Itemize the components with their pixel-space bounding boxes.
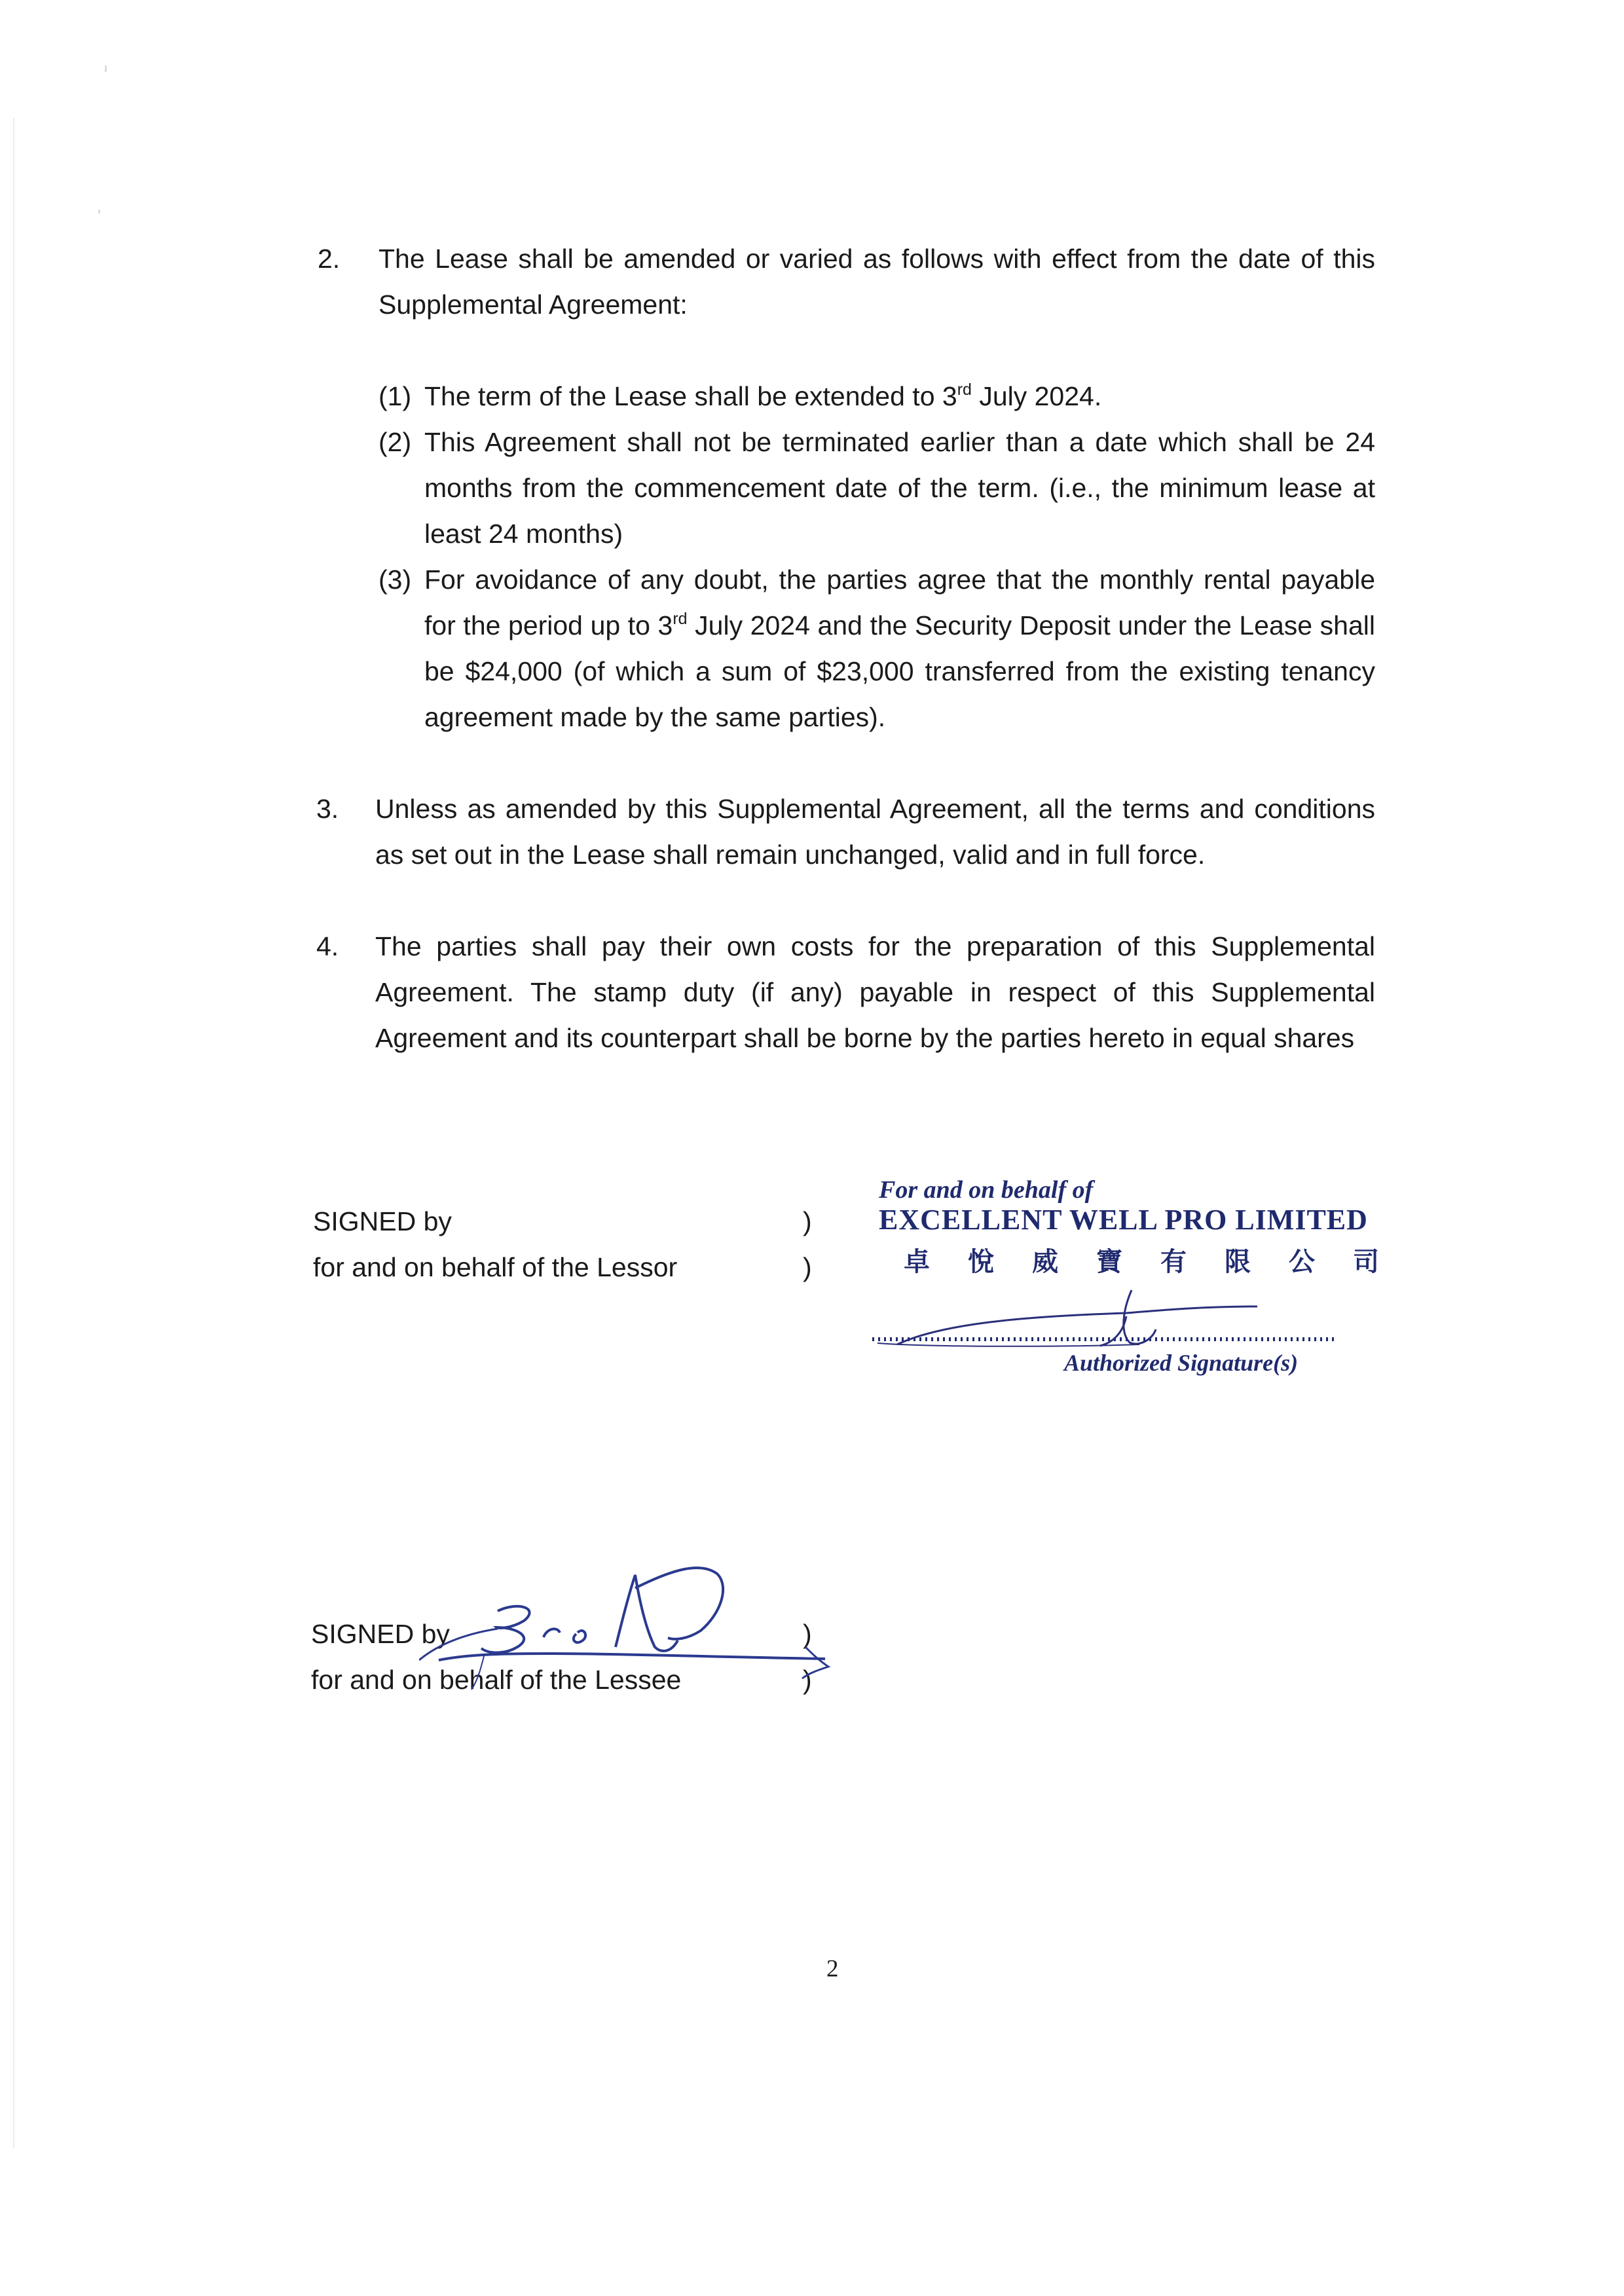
clause-number: 4. [316,931,339,961]
lessor-on-behalf: for and on behalf of the Lessor [313,1252,678,1282]
clause-4-text: The parties shall pay their own costs for the preparation of this Supplemental Agreement. The stamp duty (if any) payable in respect of this Supplemental Agreement and its counterpart shall be borne by the parties hereto in equal shares [375,931,1375,1053]
lessor-signed-by: SIGNED by [313,1206,452,1236]
lessor-paren: ) [803,1252,812,1282]
page-number: 2 [826,1955,839,1982]
stamp-company-cjk: 卓悅威寶有限公司 [904,1247,1417,1277]
item-2-text: This Agreement shall not be terminated earlier than a date which shall be 24 months from the commencement date of the term. (i.e., the minimum lease at least 24 months) [424,427,1375,549]
stamp-authorized-signature: Authorized Signature(s) [1064,1350,1299,1376]
clause-2-text: The Lease shall be amended or varied as follows with effect from the date of this Supplemental Agreement: [378,244,1375,320]
scan-edge-line [13,118,14,2148]
stamp-for-line: For and on behalf of [879,1176,1094,1204]
clause-number: 2. [318,244,341,274]
lessee-handwritten-signature [419,1555,851,1726]
item-3-text: For avoidance of any doubt, the parties agree that the monthly rental payable for the period up to 3rd July 2024 and the Security Deposit under the Lease shall be $24,000 (of which a sum of $23,000 transferred from the existing tenancy agreement made by the same parties). [424,565,1375,732]
company-stamp [864,1176,1417,1405]
item-number: (3) [378,565,412,595]
item-1-text: The term of the Lease shall be extended to 3rd July 2024. [424,380,1102,411]
lessee-paren: ) [803,1665,812,1695]
scan-speck [105,65,107,72]
clause-3-text: Unless as amended by this Supplemental Agreement, all the terms and conditions as set out in the Lease shall remain unchanged, valid and in full force. [375,794,1375,870]
scan-speck [98,210,100,213]
clause-number: 3. [316,794,339,824]
item-number: (2) [378,427,412,457]
item-number: (1) [378,381,412,411]
lessee-on-behalf: for and on behalf of the Lessee [311,1665,682,1695]
lessee-paren: ) [803,1619,812,1649]
stamp-company-name: EXCELLENT WELL PRO LIMITED [879,1204,1368,1236]
lessor-paren: ) [803,1206,812,1236]
lessee-signed-by: SIGNED by [311,1619,450,1649]
